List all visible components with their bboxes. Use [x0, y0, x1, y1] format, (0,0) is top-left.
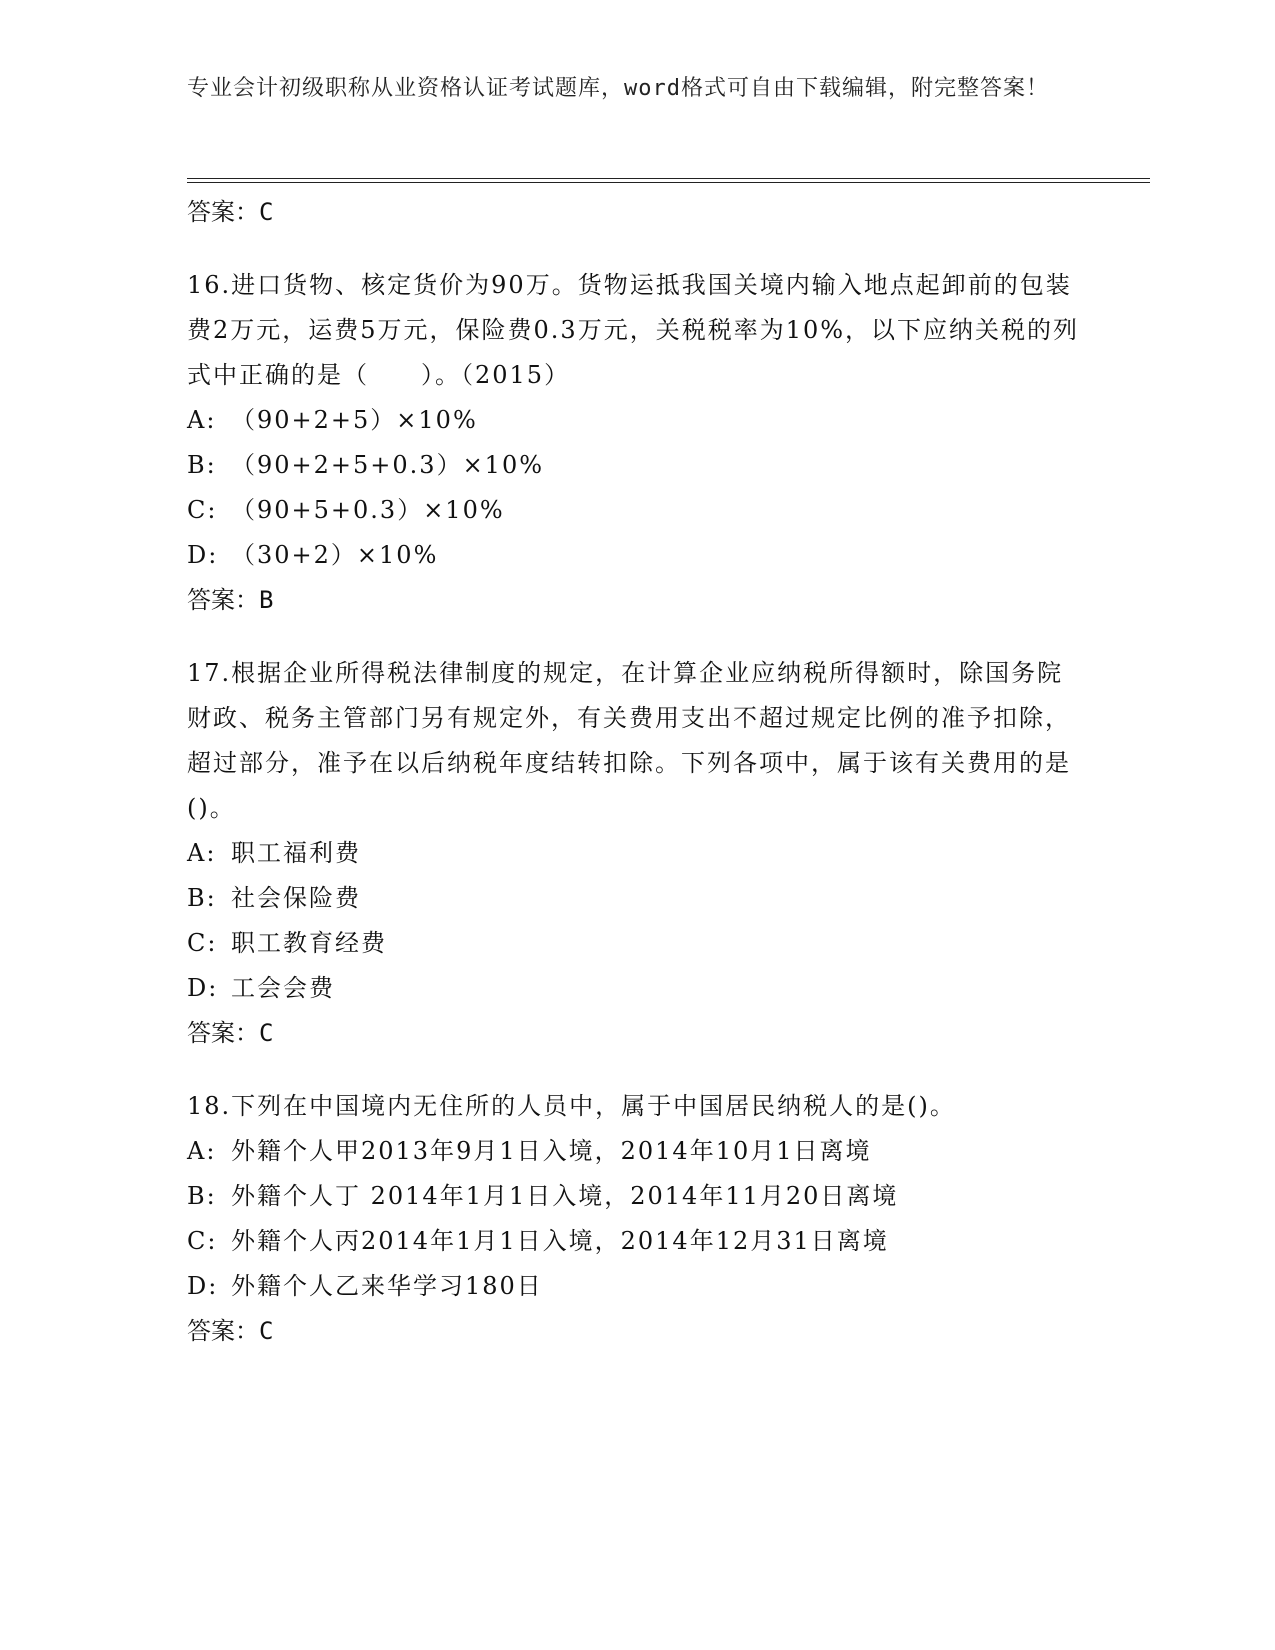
option-b: [187, 1174, 1087, 1219]
option-a: [187, 398, 1087, 443]
option-text: 职工福利费: [231, 839, 361, 867]
answer: 答案：C: [187, 1317, 274, 1345]
option-c: [187, 921, 1087, 966]
option-d: [187, 966, 1087, 1011]
option-text: 社会保险费: [231, 884, 361, 912]
option-a: [187, 1129, 1087, 1174]
header-divider-bottom: [187, 182, 1150, 183]
option-text: 外籍个人丙2014年1月1日入境，2014年12月31日离境: [231, 1227, 889, 1255]
option-text: 职工教育经费: [231, 929, 387, 957]
header-divider-top: [187, 178, 1150, 179]
spacer: [187, 1056, 1087, 1084]
option-text: 外籍个人丁 2014年1月1日入境，2014年11月20日离境: [231, 1182, 899, 1210]
question-17: [187, 651, 1087, 1056]
option-label: D:: [187, 1272, 219, 1300]
option-label: A:: [187, 406, 217, 434]
option-c: [187, 488, 1087, 533]
option-a: [187, 831, 1087, 876]
option-text: （90+2+5+0.3）×10%: [231, 451, 545, 479]
option-label: A:: [187, 839, 217, 867]
option-label: D:: [187, 541, 219, 569]
option-label: B:: [187, 884, 217, 912]
option-label: C:: [187, 929, 218, 957]
option-label: B:: [187, 1182, 217, 1210]
option-b: [187, 443, 1087, 488]
option-d: [187, 1264, 1087, 1309]
option-d: [187, 533, 1087, 578]
option-text: （90+5+0.3）×10%: [231, 496, 505, 524]
question-stem: 18.下列在中国境内无住所的人员中，属于中国居民纳税人的是()。: [187, 1092, 956, 1120]
previous-answer: 答案：C: [187, 198, 274, 226]
answer: 答案：C: [187, 1019, 274, 1047]
question-18: [187, 1084, 1087, 1354]
spacer: [187, 623, 1087, 651]
option-text: （90+2+5）×10%: [231, 406, 478, 434]
option-c: [187, 1219, 1087, 1264]
option-text: 外籍个人乙来华学习180日: [231, 1272, 543, 1300]
option-label: C:: [187, 496, 218, 524]
option-label: A:: [187, 1137, 217, 1165]
question-content: [187, 190, 1087, 1354]
option-text: 外籍个人甲2013年9月1日入境，2014年10月1日离境: [231, 1137, 872, 1165]
option-b: [187, 876, 1087, 921]
option-label: C:: [187, 1227, 218, 1255]
option-text: 工会会费: [231, 974, 335, 1002]
option-label: D:: [187, 974, 219, 1002]
question-16: [187, 263, 1087, 623]
page-header-text: 专业会计初级职称从业资格认证考试题库，word格式可自由下载编辑，附完整答案！: [187, 76, 1049, 101]
question-stem: 16.进口货物、核定货价为90万。货物运抵我国关境内输入地点起卸前的包装费2万元，运费5万元，保险费0.3万元，关税税率为10%，以下应纳关税的列式中正确的是（ ）。（2015）: [187, 271, 1080, 389]
answer: 答案：B: [187, 586, 274, 614]
option-label: B:: [187, 451, 217, 479]
spacer: [187, 235, 1087, 263]
question-stem: 17.根据企业所得税法律制度的规定，在计算企业应纳税所得额时，除国务院财政、税务主管部门另有规定外，有关费用支出不超过规定比例的准予扣除，超过部分，准予在以后纳税年度结转扣除。下列各项中，属于该有关费用的是()。: [187, 659, 1071, 822]
option-text: （30+2）×10%: [231, 541, 439, 569]
